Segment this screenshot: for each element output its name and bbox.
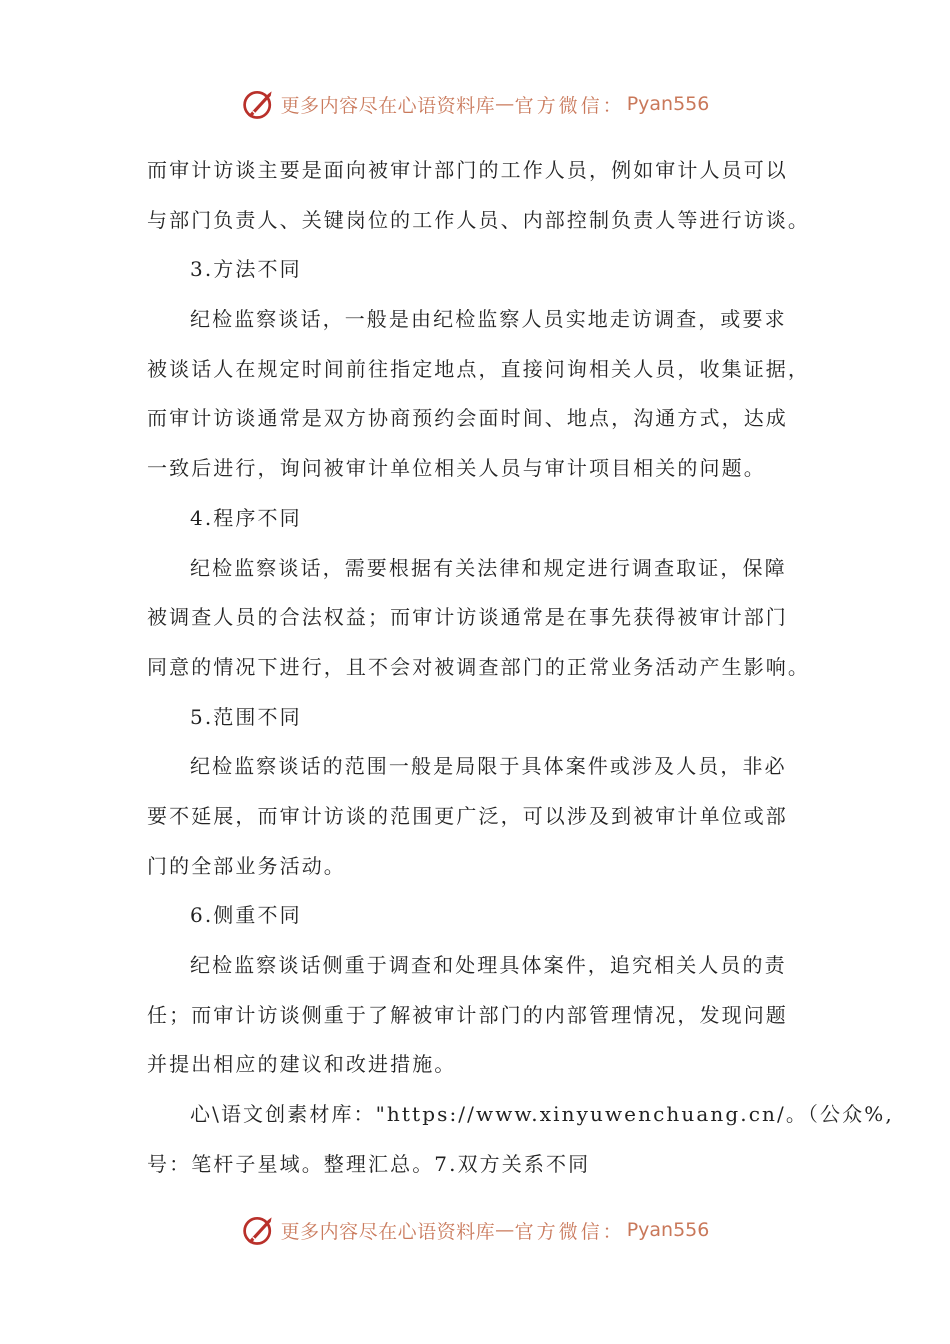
text-line: 要不延展，而审计访谈的范围更广泛，可以涉及到被审计单位或部 <box>147 803 788 828</box>
text-line: 被谈话人在规定时间前往指定地点，直接问询相关人员，收集证据， <box>147 356 810 381</box>
text-line: 6.侧重不同 <box>190 903 302 928</box>
banner-wechat-id: Pyan556 <box>626 1219 710 1241</box>
text-line: 门的全部业务活动。 <box>147 853 346 878</box>
banner-text: 更多内容尽在心语资料库 <box>280 1220 496 1243</box>
banner-text: 更多内容尽在心语资料库 <box>280 94 496 117</box>
text-line: 与部门负责人、关键岗位的工作人员、内部控制负责人等进行访谈。 <box>147 207 810 232</box>
pen-in-circle-logo <box>241 86 277 122</box>
banner-wechat-id: Pyan556 <box>626 93 710 115</box>
banner-dash: — <box>495 1219 515 1241</box>
footer-banner <box>0 1208 950 1252</box>
text-line: 任；而审计访谈侧重于了解被审计部门的内部管理情况，发现问题 <box>147 1002 788 1027</box>
text-line: 一致后进行，询问被审计单位相关人员与审计项目相关的问题。 <box>147 456 766 481</box>
text-line: 并提出相应的建议和改进措施。 <box>147 1052 457 1077</box>
text-line: 纪检监察谈话的范围一般是局限于具体案件或涉及人员，非必 <box>190 754 787 779</box>
text-line: 4.程序不同 <box>190 505 302 530</box>
text-line: 纪检监察谈话侧重于调查和处理具体案件，追究相关人员的责 <box>190 953 787 977</box>
text-line: 5.范围不同 <box>190 704 302 729</box>
text-line: 被调查人员的合法权益；而审计访谈通常是在事先获得被审计部门 <box>147 605 788 630</box>
text-line: 同意的情况下进行，且不会对被调查部门的正常业务活动产生影响。 <box>147 654 810 679</box>
text-line: 心\语文创素材库："https://www.xinyuwenchuang.cn/。（公众%, <box>190 1102 894 1127</box>
text-line: 纪检监察谈话，需要根据有关法律和规定进行调查取证，保障 <box>190 555 787 580</box>
banner-dash: — <box>495 93 515 115</box>
text-line: 纪检监察谈话，一般是由纪检监察人员实地走访调查，或要求 <box>190 307 787 332</box>
text-line: 3.方法不同 <box>190 257 302 282</box>
text-line: 号：笔杆子星域。整理汇总。7.双方关系不同 <box>147 1151 591 1176</box>
header-banner <box>0 82 950 126</box>
document-body <box>147 146 894 1189</box>
banner-wechat-label: 官方微信： <box>514 94 625 117</box>
pen-in-circle-logo <box>241 1212 277 1248</box>
banner-wechat-label: 官方微信： <box>514 1220 625 1243</box>
text-line: 而审计访谈主要是面向被审计部门的工作人员，例如审计人员可以 <box>147 158 788 182</box>
text-line: 而审计访谈通常是双方协商预约会面时间、地点，沟通方式，达成 <box>147 406 788 431</box>
